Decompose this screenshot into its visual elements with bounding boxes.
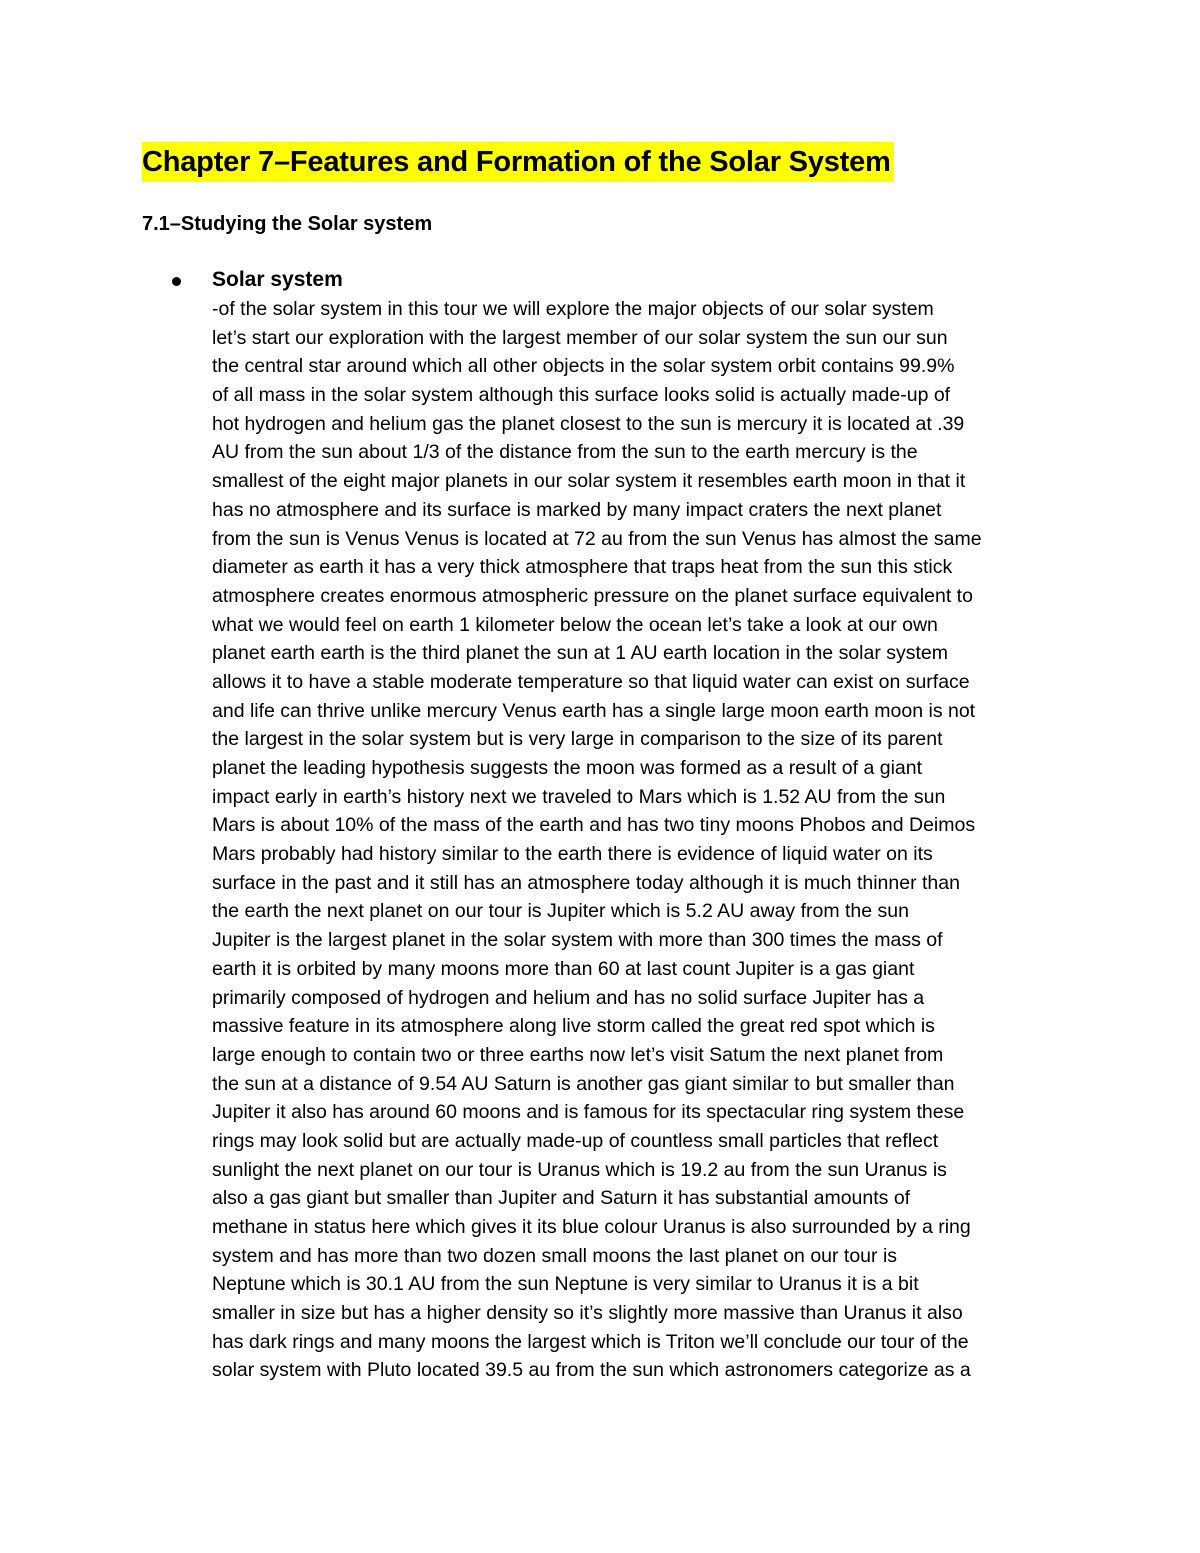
text-line: has no atmosphere and its surface is marked by many impact craters the next planet	[212, 498, 942, 521]
text-line: -of the solar system in this tour we will explore the major objects of our solar system	[212, 298, 934, 320]
text-line: what we would feel on earth 1 kilometer below the ocean let’s take a look at our own	[212, 613, 938, 636]
text-line: the largest in the solar system but is very large in comparison to the size of its parent	[212, 728, 943, 751]
text-line: Neptune which is 30.1 AU from the sun Neptune is very similar to Uranus it is a bit	[212, 1273, 919, 1296]
text-line: large enough to contain two or three earths now let’s visit Satum the next planet from	[212, 1043, 944, 1066]
text-line: Jupiter it also has around 60 moons and is famous for its spectacular ring system these	[212, 1101, 965, 1124]
text-line: allows it to have a stable moderate temperature so that liquid water can exist on surface	[212, 670, 970, 693]
text-line: massive feature in its atmosphere along live storm called the great red spot which is	[212, 1015, 935, 1038]
text-line: primarily composed of hydrogen and helium and has no solid surface Jupiter has a	[212, 986, 925, 1009]
text-line: Jupiter is the largest planet in the solar system with more than 300 times the mass of	[212, 929, 943, 952]
text-line: surface in the past and it still has an atmosphere today although it is much thinner than	[212, 871, 960, 894]
body-paragraph	[212, 295, 1062, 1385]
text-line: diameter as earth it has a very thick atmosphere that traps heat from the sun this stick	[212, 556, 953, 579]
chapter-title: Chapter 7–Features and Formation of the Solar System	[142, 142, 894, 182]
text-line: planet earth earth is the third planet the sun at 1 AU earth location in the solar system	[212, 642, 949, 665]
section-heading: 7.1–Studying the Solar system	[142, 213, 433, 235]
text-line: rings may look solid but are actually made-up of countless small particles that reflect	[212, 1129, 939, 1152]
text-line: impact early in earth’s history next we traveled to Mars which is 1.52 AU from the sun	[212, 785, 946, 808]
text-line: planet the leading hypothesis suggests the moon was formed as a result of a giant	[212, 757, 923, 779]
text-line: and life can thrive unlike mercury Venus earth has a single large moon earth moon is not	[212, 699, 976, 722]
bullet-icon	[172, 277, 181, 286]
text-line: smaller in size but has a higher density so it’s slightly more massive than Uranus it also	[212, 1302, 963, 1325]
text-line: also a gas giant but smaller than Jupiter and Saturn it has substantial amounts of	[212, 1187, 911, 1210]
text-line: system and has more than two dozen small moons the last planet on our tour is	[212, 1244, 898, 1267]
text-line: let’s start our exploration with the largest member of our solar system the sun our sun	[212, 326, 948, 349]
text-line: hot hydrogen and helium gas the planet closest to the sun is mercury it is located at .39	[212, 412, 965, 435]
text-line: smallest of the eight major planets in our solar system it resembles earth moon in that it	[212, 470, 966, 493]
text-line: earth it is orbited by many moons more than 60 at last count Jupiter is a gas giant	[212, 957, 915, 980]
text-line: has dark rings and many moons the largest which is Triton we’ll conclude our tour of the	[212, 1330, 969, 1353]
text-line: from the sun is Venus Venus is located at 72 au from the sun Venus has almost the same	[212, 527, 982, 550]
bullet-title: Solar system	[212, 268, 343, 291]
text-line: sunlight the next planet on our tour is Uranus which is 19.2 au from the sun Uranus is	[212, 1158, 947, 1181]
text-line: AU from the sun about 1/3 of the distance from the sun to the earth mercury is the	[212, 441, 918, 464]
text-line: the earth the next planet on our tour is Jupiter which is 5.2 AU away from the sun	[212, 900, 909, 923]
text-line: atmosphere creates enormous atmospheric pressure on the planet surface equivalent to	[212, 584, 973, 607]
text-line: methane in status here which gives it its blue colour Uranus is also surrounded by a ring	[212, 1216, 971, 1238]
text-line: Mars probably had history similar to the earth there is evidence of liquid water on its	[212, 843, 933, 866]
text-line: Mars is about 10% of the mass of the earth and has two tiny moons Phobos and Deimos	[212, 814, 976, 837]
text-line: of all mass in the solar system although this surface looks solid is actually made-up of	[212, 384, 951, 407]
text-line: solar system with Pluto located 39.5 au from the sun which astronomers categorize as a	[212, 1359, 971, 1382]
text-line: the sun at a distance of 9.54 AU Saturn is another gas giant similar to but smaller than	[212, 1072, 955, 1095]
text-line: the central star around which all other objects in the solar system orbit contains 99.9%	[212, 355, 955, 378]
